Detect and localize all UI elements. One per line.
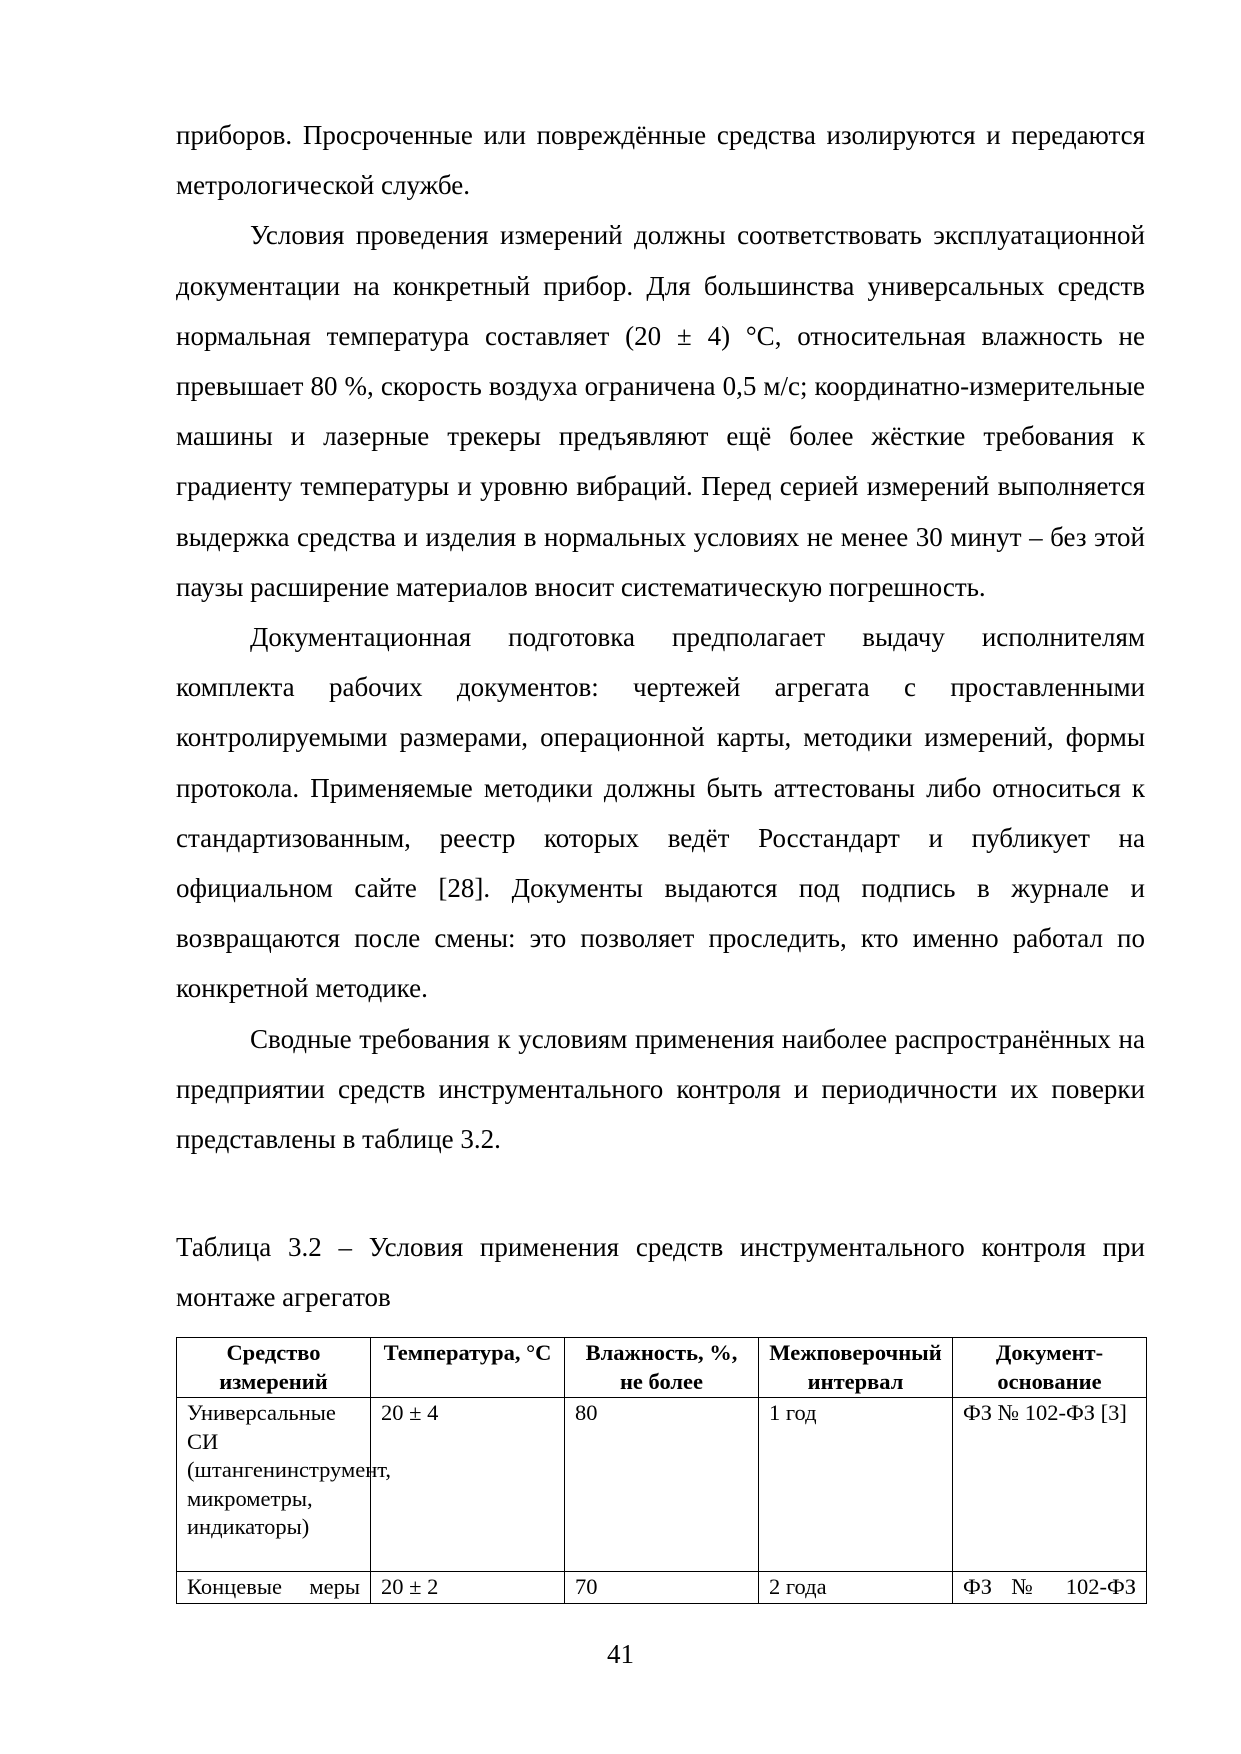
body-text xyxy=(176,110,1145,1164)
table-caption: Таблица 3.2 – Условия применения средств инструментального контроля при монтаже агрегатов xyxy=(176,1232,1145,1312)
cell-instrument: Концевые меры xyxy=(177,1572,371,1604)
cell-humidity: 70 xyxy=(565,1572,759,1604)
paragraph-table-reference: Сводные требования к условиям применения наиболее распространённых на предприятии средств инструментального контроля и периодичности их поверки представлены в таблице 3.2. xyxy=(176,1023,1145,1155)
table-header-row xyxy=(177,1338,1147,1398)
header-temperature: Температура, °С xyxy=(371,1338,565,1398)
page-number: 41 xyxy=(607,1639,634,1669)
header-document: Документ-основание xyxy=(953,1338,1147,1398)
header-instrument: Средство измерений xyxy=(177,1338,371,1398)
cell-document: ФЗ № 102-ФЗ xyxy=(953,1572,1147,1604)
cell-interval: 2 года xyxy=(759,1572,953,1604)
cell-temperature: 20 ± 4 xyxy=(371,1398,565,1572)
paragraph-continuation: приборов. Просроченные или повреждённые средства изолируются и передаются метрологической службе. xyxy=(176,120,1145,201)
table-row xyxy=(177,1572,1147,1604)
conditions-table xyxy=(176,1337,1147,1604)
cell-temperature: 20 ± 2 xyxy=(371,1572,565,1604)
table-row xyxy=(177,1398,1147,1572)
header-interval: Межповерочный интервал xyxy=(759,1338,953,1398)
cell-instrument: Универсальные СИ (штангенинструмент, микрометры, индикаторы) xyxy=(177,1398,371,1572)
header-humidity: Влажность, %, не более xyxy=(565,1338,759,1398)
paragraph-measurement-conditions: Условия проведения измерений должны соответствовать эксплуатационной документации на конкретный прибор. Для большинства универсальных средств нормальная температура составляет (20 ± 4) °С, относительная влажность не превышает 80 %, скорость воздуха ограничена 0,5 м/с; координатно-измерительные машины и лазерные трекеры предъявляют ещё более жёсткие требования к градиенту температуры и уровню вибраций. Перед серией измерений выполняется выдержка средства и изделия в нормальных условиях не менее 30 минут – без этой паузы расширение материалов вносит систематическую погрешность. xyxy=(176,220,1145,602)
cell-document: ФЗ № 102-ФЗ [3] xyxy=(953,1398,1147,1572)
cell-interval: 1 год xyxy=(759,1398,953,1572)
cell-humidity: 80 xyxy=(565,1398,759,1572)
paragraph-documentation: Документационная подготовка предполагает выдачу исполнителям комплекта рабочих документов: чертежей агрегата с проставленными контролируемыми размерами, операционной карты, методики измерений, формы протокола. Применяемые методики должны быть аттестованы либо относиться к стандартизованным, реестр которых ведёт Росстандарт и публикует на официальном сайте [28]. Документы выдаются под подпись в журнале и возвращаются после смены: это позволяет проследить, кто именно работал по конкретной методике. xyxy=(176,622,1145,1004)
